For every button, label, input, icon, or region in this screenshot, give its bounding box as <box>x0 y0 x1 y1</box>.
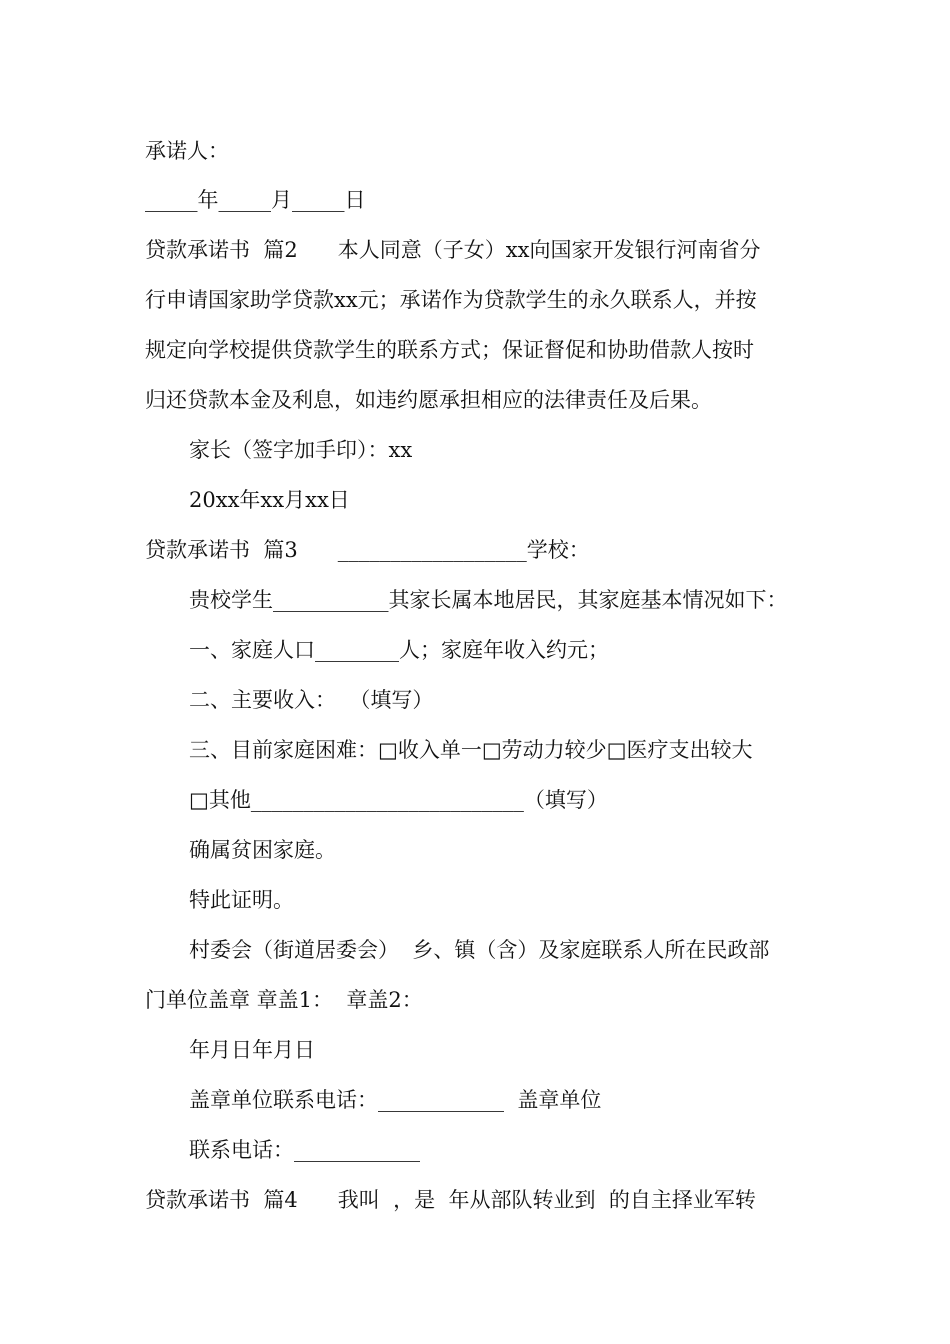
paragraph-line: □其他__________________________（填写） <box>189 788 608 812</box>
paragraph-line: 年月日年月日 <box>189 1038 315 1062</box>
signature-date-line: 20xx年xx月xx日 <box>189 488 350 512</box>
paragraph-line: 一、家庭人口________人；家庭年收入约元； <box>189 638 609 662</box>
section-2-heading-line: 贷款承诺书 篇2 本人同意（子女）xx向国家开发银行河南省分 <box>145 238 761 262</box>
paragraph-line: 联系电话：____________ <box>189 1138 420 1162</box>
paragraph-line: 门单位盖章 章盖1： 章盖2： <box>145 988 423 1012</box>
section-3-heading-line: 贷款承诺书 篇3 __________________学校： <box>145 538 590 562</box>
date-blank-line: _____年_____月_____日 <box>145 188 366 212</box>
paragraph-line: 贵校学生___________其家长属本地居民，其家庭基本情况如下： <box>189 588 788 612</box>
paragraph-line: 归还贷款本金及利息，如违约愿承担相应的法律责任及后果。 <box>145 388 712 412</box>
section-4-heading-line: 贷款承诺书 篇4 我叫 ，是 年从部队转业到 的自主择业军转 <box>145 1188 756 1212</box>
parent-signature-line: 家长（签字加手印）：xx <box>189 438 413 462</box>
paragraph-line: 规定向学校提供贷款学生的联系方式；保证督促和协助借款人按时 <box>145 338 754 362</box>
paragraph-line: 二、主要收入： （填写） <box>189 688 434 712</box>
paragraph-line: 确属贫困家庭。 <box>189 838 336 862</box>
paragraph-line: 特此证明。 <box>189 888 294 912</box>
paragraph-line: 盖章单位联系电话：____________ 盖章单位 <box>189 1088 602 1112</box>
paragraph-line: 行申请国家助学贷款xx元；承诺作为贷款学生的永久联系人，并按 <box>145 288 757 312</box>
paragraph-line: 村委会（街道居委会） 乡、镇（含）及家庭联系人所在民政部 <box>189 938 770 962</box>
promisor-label: 承诺人： <box>145 139 229 163</box>
paragraph-line: 三、目前家庭困难：□收入单一□劳动力较少□医疗支出较大 <box>189 738 753 762</box>
